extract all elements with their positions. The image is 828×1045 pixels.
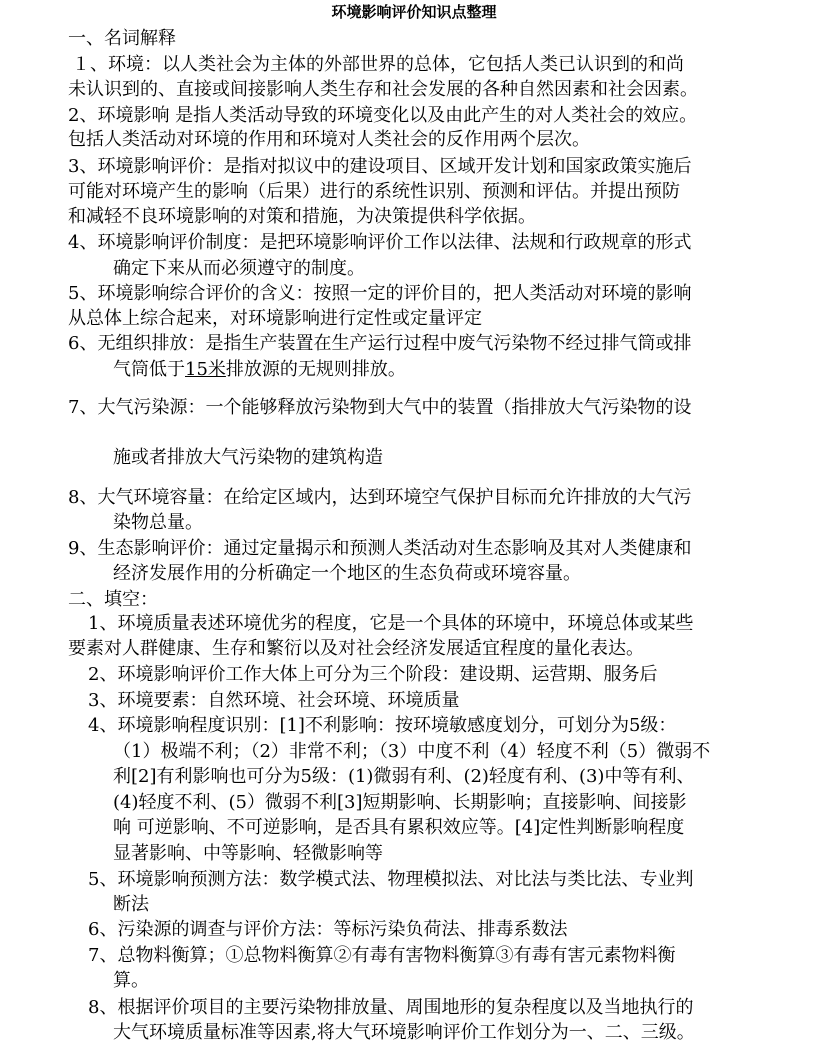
term-eia-system: 4、环境影响评价制度：是把环境影响评价工作以法律、法规和行政规章的形式 [68, 232, 692, 253]
term-fugitive-emission: 6、无组织排放：是指生产装置在生产运行过程中废气污染物不经过排气筒或排 [68, 333, 692, 354]
term-air-pollution-source: 7、大气污染源：一个能够释放污染物到大气中的装置（指排放大气污染物的设 [68, 397, 692, 418]
text-line: (4)轻度不利、(5）微弱不利[3]短期影响、长期影响；直接影响、间接影 [113, 792, 687, 813]
text-line: 从总体上综合起来，对环境影响进行定性或定量评定 [68, 308, 482, 329]
text-line: （1）极端不利；（2）非常不利；（3）中度不利（4）轻度不利（5）微弱不 [113, 741, 711, 762]
text-line: 算。 [113, 970, 149, 991]
fill-item-7: 7、总物料衡算；①总物料衡算②有毒有害物料衡算③有毒有害元素物料衡 [88, 945, 676, 966]
text-line: 气筒低于15米排放源的无规则排放。 [113, 359, 406, 380]
text-line: 响 可逆影响、不可逆影响，是否具有累积效应等。[4]定性判断影响程度 [113, 817, 685, 838]
section-heading: 二、填空： [68, 589, 158, 610]
text-line: 要素对人群健康、生存和繁衍以及对社会经济发展适宜程度的量化表达。 [68, 638, 644, 659]
fill-item-5: 5、环境影响预测方法：数学模式法、物理模拟法、对比法与类比法、专业判 [88, 869, 694, 890]
text-line: 包括人类活动对环境的作用和环境对人类社会的反作用两个层次。 [68, 129, 590, 150]
underlined-value: 15米 [185, 359, 226, 380]
text-line: 施或者排放大气污染物的建筑构造 [113, 447, 383, 468]
term-environmental-impact: 2、环境影响 是指人类活动导致的环境变化以及由此产生的对人类社会的效应。 [68, 105, 698, 126]
text-line: 可能对环境产生的影响（后果）进行的系统性识别、预测和评估。并提出预防 [68, 181, 680, 202]
term-ecological-evaluation: 9、生态影响评价：通过定量揭示和预测人类活动对生态影响及其对人类健康和 [68, 538, 692, 559]
fill-item-4: 4、环境影响程度识别：[1]不利影响：按环境敏感度划分，可划分为5级： [88, 715, 677, 736]
fill-item-6: 6、污染源的调查与评价方法：等标污染负荷法、排毒系数法 [88, 919, 568, 940]
term-atmospheric-capacity: 8、大气环境容量：在给定区域内，达到环境空气保护目标而允许排放的大气污 [68, 487, 692, 508]
text-line: 显著影响、中等影响、轻微影响等 [113, 843, 383, 864]
text-line: 断法 [113, 894, 149, 915]
text-line: 大气环境质量标准等因素,将大气环境影响评价工作划分为一、二、三级。 [113, 1022, 695, 1043]
text-line: 未认识到的、直接或间接影响人类生存和社会发展的各种自然因素和社会因素。 [68, 79, 698, 100]
page-title: 环境影响评价知识点整理 [331, 3, 497, 21]
fill-item-1: 1、环境质量表述环境优劣的程度，它是一个具体的环境中，环境总体或某些 [88, 613, 694, 634]
text-line: 确定下来从而必须遵守的制度。 [113, 258, 365, 279]
term-environment: １、环境：以人类社会为主体的外部世界的总体，它包括人类已认识到的和尚 [72, 54, 684, 75]
fill-item-3: 3、环境要素：自然环境、社会环境、环境质量 [88, 690, 460, 711]
text-line: 利[2]有利影响也可分为5级：(1)微弱有利、(2)轻度有利、(3)中等有利、 [113, 766, 695, 787]
term-eia: 3、环境影响评价：是指对拟议中的建设项目、区域开发计划和国家政策实施后 [68, 156, 692, 177]
text-line: 经济发展作用的分析确定一个地区的生态负荷或环境容量。 [113, 563, 581, 584]
text-line: 和减轻不良环境影响的对策和措施，为决策提供科学依据。 [68, 206, 536, 227]
fill-item-2: 2、环境影响评价工作大体上可分为三个阶段：建设期、运营期、服务后 [88, 664, 658, 685]
term-comprehensive-evaluation: 5、环境影响综合评价的含义：按照一定的评价目的，把人类活动对环境的影响 [68, 283, 692, 304]
section-heading: 一、名词解释 [68, 28, 176, 49]
fill-item-8: 8、根据评价项目的主要污染物排放量、周围地形的复杂程度以及当地执行的 [88, 997, 694, 1018]
text-line: 染物总量。 [113, 512, 203, 533]
